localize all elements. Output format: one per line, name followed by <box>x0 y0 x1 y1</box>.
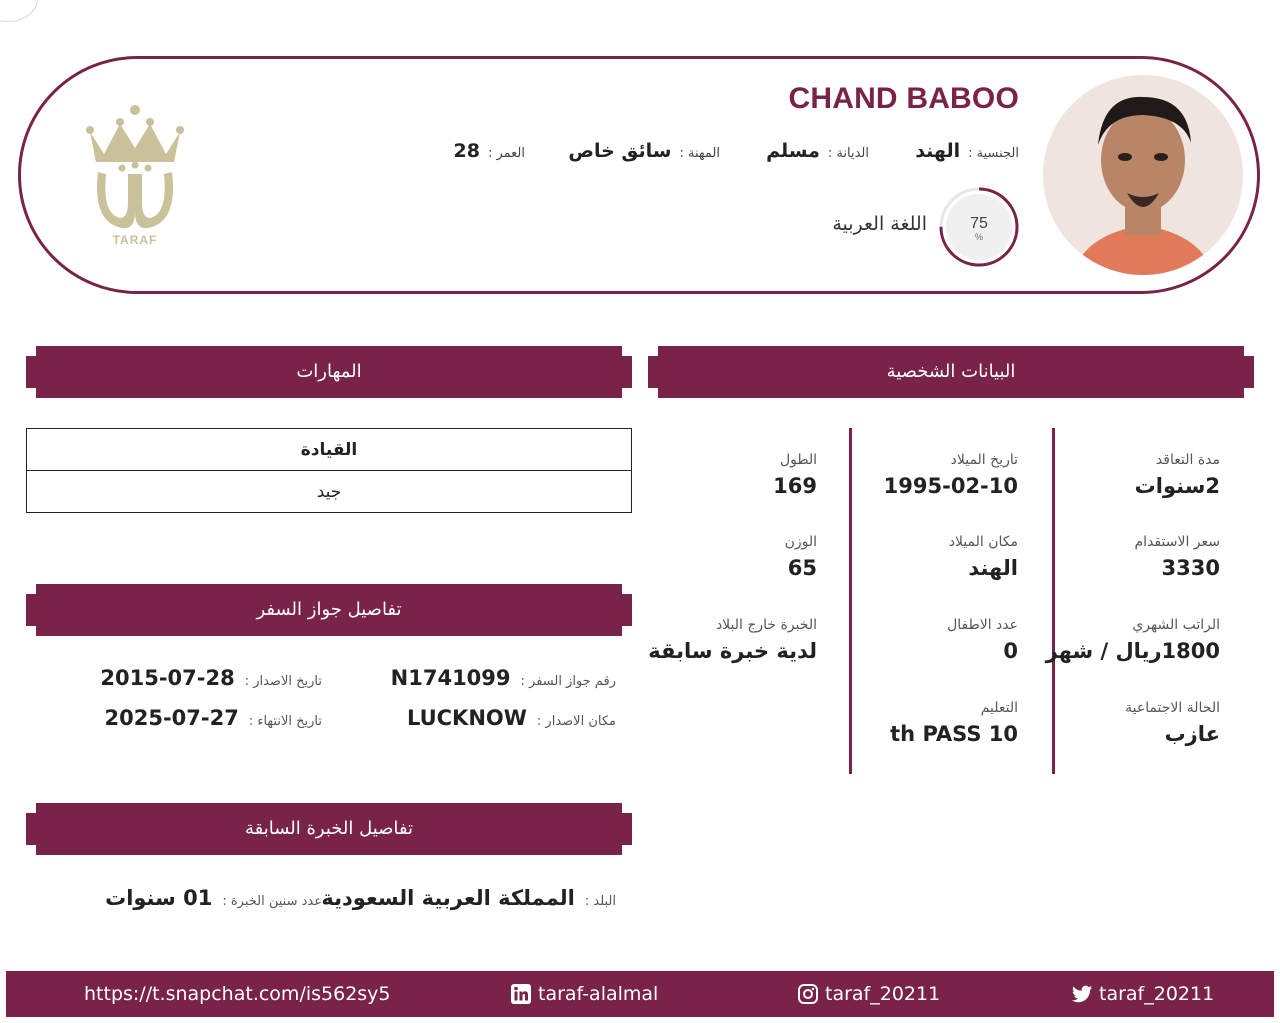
pob-value: الهند <box>968 556 1018 580</box>
twitter-link[interactable] <box>1071 971 1214 1017</box>
experience-years-row <box>105 886 322 910</box>
issue-date-row <box>100 666 322 690</box>
salary-value: 1800ريال / شهر <box>1045 639 1220 663</box>
corner-decoration <box>0 0 38 22</box>
arabic-level-ring <box>938 186 1020 268</box>
instagram-handle[interactable]: taraf_20211 <box>825 983 941 1005</box>
nationality-value: الهند <box>915 140 961 162</box>
linkedin-icon <box>510 983 532 1005</box>
pob-field <box>828 534 1018 580</box>
linkedin-link[interactable] <box>510 971 658 1017</box>
experience-title: تفاصيل الخبرة السابقة <box>244 818 414 839</box>
marital-value: عازب <box>1164 722 1220 746</box>
contract-label: مدة التعاقد <box>1155 452 1220 468</box>
passport-title: تفاصيل جواز السفر <box>256 599 402 620</box>
dob-value: 1995-02-10 <box>883 474 1018 498</box>
pob-label: مكان الميلاد <box>948 534 1018 550</box>
avatar-illustration <box>1043 75 1243 275</box>
personal-data-title: البيانات الشخصية <box>886 361 1016 382</box>
passport-number-label: رقم جواز السفر : <box>520 674 616 689</box>
children-field <box>828 617 1018 663</box>
marital-label: الحالة الاجتماعية <box>1125 700 1220 716</box>
height-value: 169 <box>773 474 817 498</box>
experience-country-label: البلد : <box>584 894 616 909</box>
passport-number-value: N1741099 <box>390 666 511 690</box>
salary-label: الراتب الشهري <box>1132 617 1220 633</box>
abroad-field <box>627 617 817 663</box>
weight-field <box>627 534 817 580</box>
religion-label: الديانة : <box>827 146 869 161</box>
experience-band <box>26 803 632 855</box>
passport-band <box>26 584 632 636</box>
weight-value: 65 <box>787 556 817 580</box>
age-value: 28 <box>453 140 480 162</box>
nationality-info <box>915 140 1019 162</box>
skill-level: جيد <box>27 471 632 513</box>
instagram-icon <box>797 983 819 1005</box>
age-label: العمر : <box>487 146 525 161</box>
passport-number-row <box>391 666 616 690</box>
marital-field <box>1030 700 1220 746</box>
dob-field <box>828 452 1018 498</box>
skills-band <box>26 346 632 398</box>
profession-label: المهنة : <box>679 146 720 161</box>
profession-info <box>568 140 720 162</box>
social-footer <box>6 971 1274 1017</box>
issue-date-label: تاريخ الاصدار : <box>244 674 322 689</box>
height-label: الطول <box>779 452 817 468</box>
arabic-language-label: اللغة العربية <box>832 213 927 235</box>
skill-name: القيادة <box>27 429 632 471</box>
expiry-label: تاريخ الانتهاء : <box>248 714 322 729</box>
experience-country-value: المملكة العربية السعودية <box>321 886 575 910</box>
nationality-label: الجنسية : <box>968 146 1019 161</box>
skills-table <box>26 428 632 513</box>
logo-wordmark: TARAF <box>112 233 158 247</box>
candidate-name: CHAND BABOO <box>788 82 1019 115</box>
issue-place-row <box>407 706 616 730</box>
price-value: 3330 <box>1161 556 1220 580</box>
personal-data-band <box>648 346 1254 398</box>
price-field <box>1030 534 1220 580</box>
snapchat-link[interactable] <box>84 971 391 1017</box>
experience-years-label: عدد سنين الخبرة : <box>222 894 322 909</box>
age-info <box>454 140 526 162</box>
arabic-level-value: 75 <box>970 215 988 232</box>
education-value: th PASS 10 <box>890 722 1018 746</box>
expiry-value: 2025-07-27 <box>104 706 239 730</box>
issue-date-value: 2015-07-28 <box>100 666 235 690</box>
religion-value: مسلم <box>766 140 820 162</box>
instagram-link[interactable] <box>797 971 940 1017</box>
salary-field <box>1030 617 1220 663</box>
experience-country-row <box>321 886 616 910</box>
taraf-logo <box>82 102 188 248</box>
religion-info <box>766 140 869 162</box>
experience-years-value: 01 سنوات <box>105 886 213 910</box>
price-label: سعر الاستقدام <box>1134 534 1220 550</box>
twitter-handle[interactable]: taraf_20211 <box>1099 983 1215 1005</box>
profession-value: سائق خاص <box>568 140 672 162</box>
education-field <box>828 700 1018 746</box>
dob-label: تاريخ الميلاد <box>950 452 1018 468</box>
abroad-value: لدية خبرة سابقة <box>648 639 817 663</box>
expiry-row <box>105 706 322 730</box>
snapchat-url[interactable]: https://t.snapchat.com/is562sy5 <box>84 983 391 1005</box>
education-label: التعليم <box>980 700 1018 716</box>
linkedin-handle[interactable]: taraf-alalmal <box>538 983 659 1005</box>
profile-photo <box>1043 75 1243 275</box>
issue-place-label: مكان الاصدار : <box>536 714 616 729</box>
twitter-icon <box>1071 983 1093 1005</box>
contract-value: 2سنوات <box>1134 474 1220 498</box>
skills-title: المهارات <box>296 361 362 382</box>
children-value: 0 <box>1003 639 1018 663</box>
abroad-label: الخبرة خارج البلاد <box>715 617 817 633</box>
weight-label: الوزن <box>784 534 817 550</box>
children-label: عدد الاطفال <box>947 617 1018 633</box>
issue-place-value: LUCKNOW <box>406 706 527 730</box>
percent-sign: % <box>974 232 984 242</box>
height-field <box>627 452 817 498</box>
contract-field <box>1030 452 1220 498</box>
